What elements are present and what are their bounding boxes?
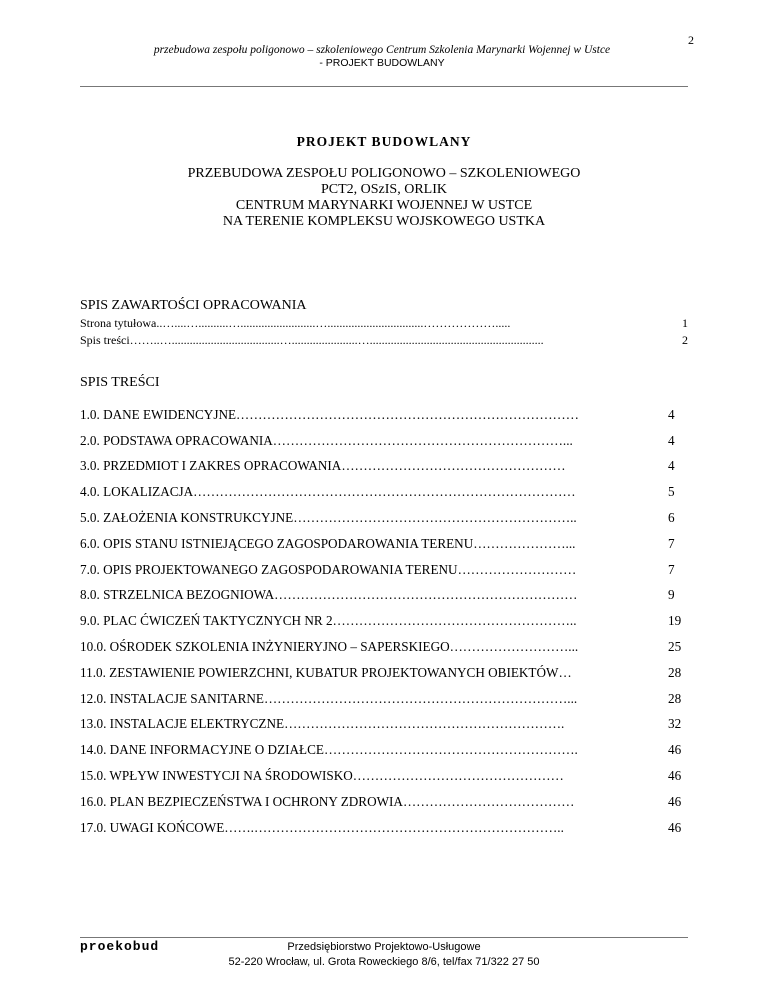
header-divider <box>80 86 688 87</box>
page-number: 2 <box>688 33 694 47</box>
contents-row <box>80 315 688 332</box>
toc-label: 4.0. LOKALIZACJA…………………………………………………………………………… <box>80 484 576 500</box>
toc-label: 8.0. STRZELNICA BEZOGNIOWA…………………………………………………………… <box>80 587 578 603</box>
toc-row <box>80 454 690 480</box>
contents-label: Spis treści……..…....................................…......................….......................................................... <box>80 333 544 347</box>
toc-label: 17.0. UWAGI KOŃCOWE…….…………………………………………………………….. <box>80 819 564 835</box>
toc-label: 7.0. OPIS PROJEKTOWANEGO ZAGOSPODAROWANIA TERENU……………………… <box>80 561 577 577</box>
toc-label: 1.0. DANE EWIDENCYJNE…………………………………………………………………… <box>80 406 579 422</box>
toc-row <box>80 479 690 505</box>
toc-page: 28 <box>668 690 682 706</box>
toc-label: 2.0. PODSTAWA OPRACOWANIA…………………………………………………………... <box>80 432 573 448</box>
document-title: PROJEKT BUDOWLANY <box>296 134 472 149</box>
toc-page: 46 <box>668 768 682 784</box>
toc-label: 15.0. WPŁYW INWESTYCJI NA ŚRODOWISKO………………………………………… <box>80 768 564 784</box>
toc-row <box>80 763 690 789</box>
contents-heading: SPIS ZAWARTOŚCI OPRACOWANIA <box>80 298 307 313</box>
footer-company <box>80 940 688 970</box>
toc-row <box>80 402 690 428</box>
toc-row <box>80 686 690 712</box>
project-line: PCT2, OSzIS, ORLIK <box>320 182 447 197</box>
toc-label: 9.0. PLAC ĆWICZEŃ TAKTYCZNYCH NR 2……………………………………………….. <box>80 613 577 629</box>
toc-page: 5 <box>668 484 675 500</box>
project-line: PRZEBUDOWA ZESPOŁU POLIGONOWO – SZKOLENIOWEGO <box>187 166 581 181</box>
contents-page: 2 <box>682 333 688 347</box>
contents-label: Strona tytułowa..…....…..........….........................…................................………………..... <box>80 316 511 330</box>
toc-row <box>80 712 690 738</box>
toc-label: 3.0. PRZEDMIOT I ZAKRES OPRACOWANIA…………………………………………… <box>80 458 566 474</box>
toc-page: 4 <box>668 432 675 448</box>
toc-row <box>80 608 690 634</box>
toc-page: 4 <box>668 458 675 474</box>
toc-row <box>80 737 690 763</box>
toc-page: 7 <box>668 561 675 577</box>
toc-label: 12.0. INSTALACJE SANITARNE……………………………………………………………... <box>80 690 578 706</box>
toc-label: 6.0. OPIS STANU ISTNIEJĄCEGO ZAGOSPODAROWANIA TERENU…………………... <box>80 535 576 551</box>
toc-label: 10.0. OŚRODEK SZKOLENIA INŻYNIERYJNO – SAPERSKIEGO………………………... <box>80 639 579 655</box>
toc-row <box>80 660 690 686</box>
toc-row <box>80 789 690 815</box>
toc-heading: SPIS TREŚCI <box>80 375 160 390</box>
toc-row <box>80 557 690 583</box>
toc-page: 19 <box>668 613 682 629</box>
toc-page: 7 <box>668 535 675 551</box>
toc-label: 11.0. ZESTAWIENIE POWIERZCHNI, KUBATUR PROJEKTOWANYCH OBIEKTÓW… <box>80 664 572 680</box>
toc-page: 4 <box>668 406 675 422</box>
toc-row <box>80 428 690 454</box>
toc-row <box>80 531 690 557</box>
footer-divider <box>80 937 688 938</box>
footer-brand: proekobud <box>80 939 160 954</box>
toc-page: 46 <box>668 819 682 835</box>
header-subtitle: - PROJEKT BUDOWLANY <box>319 57 445 69</box>
project-name-block <box>80 166 688 230</box>
page-header <box>80 44 684 69</box>
contents-row <box>80 332 688 349</box>
contents-page: 1 <box>682 316 688 330</box>
header-title: przebudowa zespołu poligonowo – szkoleniowego Centrum Szkolenia Marynarki Wojennej w Ustce <box>153 44 611 56</box>
toc-page: 25 <box>668 639 682 655</box>
toc-row <box>80 505 690 531</box>
toc-page: 6 <box>668 510 675 526</box>
toc-label: 16.0. PLAN BEZPIECZEŃSTWA I OCHRONY ZDROWIA………………………………… <box>80 793 575 809</box>
toc-page: 46 <box>668 793 682 809</box>
toc-page: 28 <box>668 664 682 680</box>
toc-label: 13.0. INSTALACJE ELEKTRYCZNE………………………………………………………. <box>80 716 565 732</box>
footer-company-name: Przedsiębiorstwo Projektowo-Usługowe <box>287 941 481 953</box>
contents-list <box>80 315 688 349</box>
project-line: NA TERENIE KOMPLEKSU WOJSKOWEGO USTKA <box>222 214 546 229</box>
toc-row <box>80 634 690 660</box>
toc-row <box>80 583 690 609</box>
toc-row <box>80 815 690 841</box>
toc-list <box>80 402 690 841</box>
toc-page: 46 <box>668 742 682 758</box>
footer-company-address: 52-220 Wrocław, ul. Grota Roweckiego 8/6, tel/fax 71/322 27 50 <box>228 956 540 968</box>
toc-label: 14.0. DANE INFORMACYJNE O DZIAŁCE…………………………………………………. <box>80 742 578 758</box>
toc-page: 9 <box>668 587 675 603</box>
project-line: CENTRUM MARYNARKI WOJENNEJ W USTCE <box>235 198 533 213</box>
toc-page: 32 <box>668 716 682 732</box>
toc-label: 5.0. ZAŁOŻENIA KONSTRUKCYJNE……………………………………………………….. <box>80 510 577 526</box>
